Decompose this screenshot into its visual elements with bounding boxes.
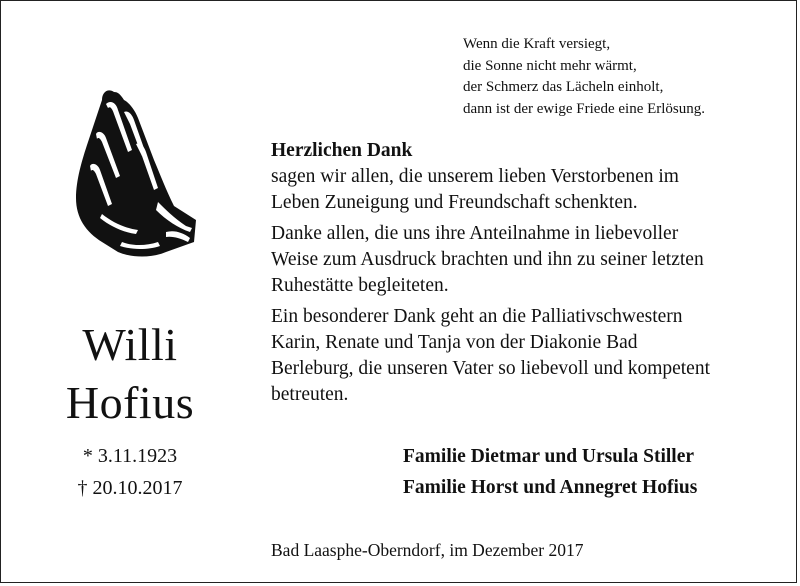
place-and-date: Bad Laasphe-Oberndorf, im Dezember 2017 (271, 540, 584, 560)
thanks-paragraph-2 (271, 221, 786, 299)
birth-date: * 3.11.1923 (82, 445, 178, 467)
poem-line: Wenn die Kraft versiegt, (463, 36, 611, 52)
text-line: Danke allen, die uns ihre Anteilnahme in liebevoller (271, 223, 679, 244)
praying-hands-icon (62, 82, 200, 258)
text-line: Leben Zuneigung und Freundschaft schenkten. (271, 192, 638, 213)
text-line: Berleburg, die unseren Vater so liebevoll und kompetent (271, 358, 711, 379)
text-line: sagen wir allen, die unserem lieben Verstorbenen im (271, 166, 679, 187)
deceased-first-name: Willi (82, 319, 178, 370)
text-line: Ein besonderer Dank geht an die Palliativschwestern (271, 306, 683, 327)
poem-line: die Sonne nicht mehr wärmt, (463, 57, 637, 74)
thanks-paragraph-3 (271, 304, 786, 408)
deceased-last-name: Hofius (65, 377, 195, 428)
text-line: betreuten. (271, 384, 349, 405)
text-line: Weise zum Ausdruck brachten und ihn zu seiner letzten (271, 249, 704, 270)
signature-family: Familie Horst und Annegret Hofius (403, 477, 698, 498)
death-date: † 20.10.2017 (77, 477, 183, 499)
poem-line: dann ist der ewige Friede eine Erlösung. (463, 100, 706, 117)
signatures (403, 441, 697, 503)
thanks-paragraph-1 (271, 164, 786, 216)
thanks-heading: Herzlichen Dank (271, 140, 413, 161)
thanks-text (271, 138, 786, 413)
signature-family: Familie Dietmar und Ursula Stiller (403, 446, 695, 467)
poem-line: der Schmerz das Lächeln einholt, (463, 79, 664, 95)
text-line: Karin, Renate und Tanja von der Diakonie Bad (271, 332, 638, 353)
poem (463, 34, 783, 120)
text-line: Ruhestätte begleiteten. (271, 275, 449, 296)
